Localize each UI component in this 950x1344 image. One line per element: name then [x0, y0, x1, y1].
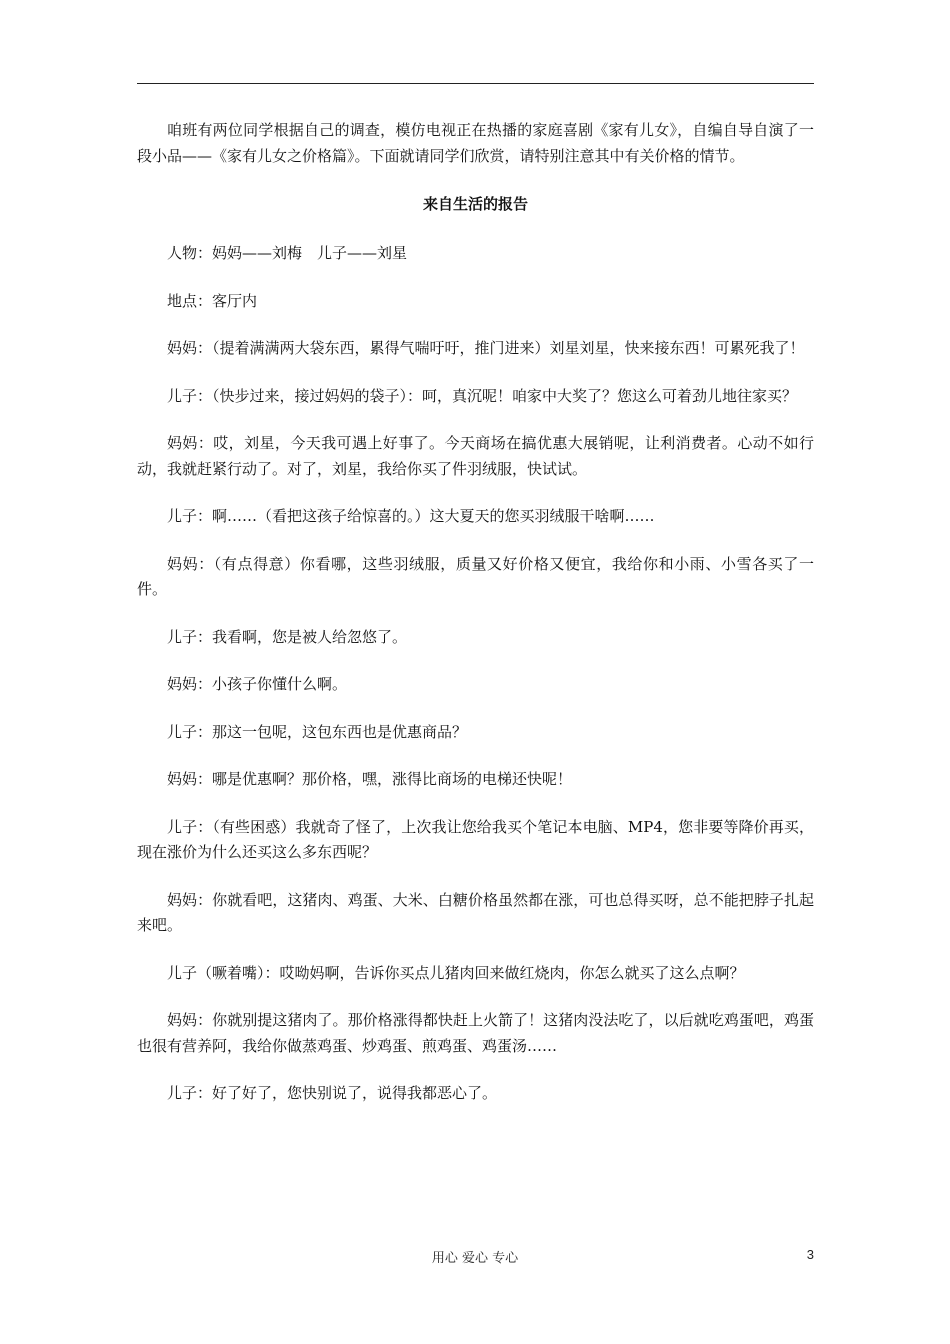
dialogue-line: 儿子：（有些困惑）我就奇了怪了，上次我让您给我买个笔记本电脑、MP4，您非要等降价再买，现在涨价为什么还买这么多东西呢？: [137, 817, 814, 861]
section-title: 来自生活的报告: [422, 195, 528, 213]
dialogue-line: 妈妈：哎，刘星，今天我可遇上好事了。今天商场在搞优惠大展销呢，让利消费者。心动不如行动，我就赶紧行动了。对了，刘星，我给你买了件羽绒服，快试试。: [137, 434, 814, 478]
dialogue-line: 儿子：啊……（看把这孩子给惊喜的。）这大夏天的您买羽绒服干啥啊……: [167, 507, 655, 525]
dialogue-line: 儿子：（快步过来，接过妈妈的袋子）：呵，真沉呢！咱家中大奖了？您这么可着劲儿地往家买？: [167, 386, 798, 405]
intro-paragraph: 咱班有两位同学根据自己的调查，模仿电视正在热播的家庭喜剧《家有儿女》，自编自导自演了一段小品——《家有儿女之价格篇》。下面就请同学们欣赏，请特别注意其中有关价格的情节。: [137, 121, 814, 165]
footer-motto: 用心 爱心 专心: [431, 1251, 519, 1266]
dialogue-line: 儿子：那这一包呢，这包东西也是优惠商品？: [167, 722, 468, 741]
dialogue-line: 妈妈：哪是优惠啊？那价格，嘿，涨得比商场的电梯还快呢！: [167, 770, 573, 788]
dialogue-line: 妈妈：你就别提这猪肉了。那价格涨得都快赶上火箭了！这猪肉没法吃了，以后就吃鸡蛋吧，鸡蛋也很有营养阿，我给你做蒸鸡蛋、炒鸡蛋、煎鸡蛋、鸡蛋汤……: [137, 1011, 814, 1055]
dialogue-line: 妈妈：小孩子你懂什么啊。: [167, 675, 348, 693]
characters-line: 人物：妈妈——刘梅 儿子——刘星: [167, 244, 408, 262]
dialogue-line: 儿子：好了好了，您快别说了，说得我都恶心了。: [167, 1084, 498, 1102]
dialogue-line: 妈妈：（有点得意）你看哪，这些羽绒服，质量又好价格又便宜，我给你和小雨、小雪各买了一件。: [137, 554, 814, 598]
document-body: [137, 118, 814, 1129]
dialogue-line: 儿子（噘着嘴）：哎呦妈啊，告诉你买点儿猪肉回来做红烧肉，你怎么就买了这么点啊？: [167, 963, 745, 982]
dialogue-line: 妈妈：（提着满满两大袋东西，累得气喘吁吁，推门进来）刘星刘星，快来接东西！可累死我了！: [167, 339, 805, 357]
header-rule: [137, 83, 814, 84]
location-line: 地点：客厅内: [167, 291, 258, 310]
dialogue-line: 妈妈：你就看吧，这猪肉、鸡蛋、大米、白糖价格虽然都在涨，可也总得买呀，总不能把脖子扎起来吧。: [137, 890, 814, 934]
dialogue-line: 儿子：我看啊，您是被人给忽悠了。: [167, 627, 408, 646]
page-number: 3: [806, 1247, 814, 1262]
